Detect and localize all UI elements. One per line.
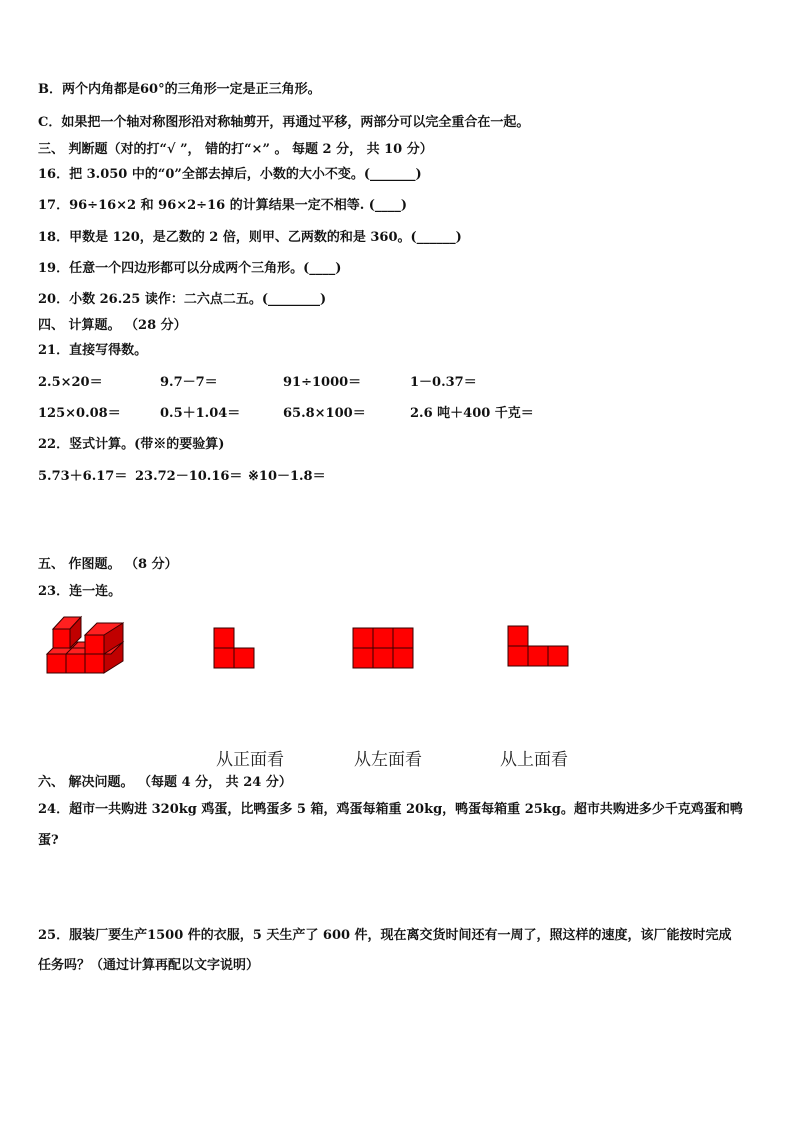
calc-21-r1c3: 91÷1000＝ bbox=[283, 375, 362, 390]
question-25-line1: 25．服装厂要生产1500 件的衣服，5 天生产了 600 件，现在离交货时间还有一周了，照这样的速度，该厂能按时完成 bbox=[38, 928, 732, 943]
view-label-top: 从上面看 bbox=[500, 750, 568, 770]
question-16: 16．把 3.050 中的“0”全部去掉后，小数的大小不变。(_______) bbox=[38, 167, 422, 182]
question-21: 21．直接写得数。 bbox=[38, 343, 148, 358]
calc-21-r2c1: 125×0.08＝ bbox=[38, 406, 121, 421]
question-23: 23．连一连。 bbox=[38, 584, 122, 599]
calc-21-r1c2: 9.7－7＝ bbox=[160, 375, 218, 390]
question-22: 22．竖式计算。(带※的要验算) bbox=[38, 437, 225, 452]
option-b: B．两个内角都是60°的三角形一定是正三角形。 bbox=[38, 82, 321, 97]
question-18: 18．甲数是 120，是乙数的 2 倍，则甲、乙两数的和是 360。(______) bbox=[38, 230, 462, 245]
calc-21-r2c2: 0.5＋1.04＝ bbox=[160, 406, 241, 421]
question-24-line2: 蛋? bbox=[38, 833, 59, 848]
cube-stack-figure bbox=[45, 615, 125, 675]
calc-22-a: 5.73＋6.17＝ bbox=[38, 469, 128, 484]
option-c: C．如果把一个轴对称图形沿对称轴剪开，再通过平移，两部分可以完全重合在一起。 bbox=[38, 115, 530, 130]
section-4-heading: 四、 计算题。 （28 分） bbox=[38, 318, 187, 333]
grid-3x2-figure bbox=[352, 627, 414, 669]
l-shape-figure bbox=[213, 627, 255, 669]
view-label-left: 从左面看 bbox=[354, 750, 422, 770]
question-17: 17．96÷16×2 和 96×2÷16 的计算结果一定不相等. (____) bbox=[38, 198, 408, 213]
section-5-heading: 五、 作图题。 （8 分） bbox=[38, 557, 178, 572]
question-19: 19．任意一个四边形都可以分成两个三角形。(____) bbox=[38, 261, 342, 276]
calc-22-c: ※10－1.8＝ bbox=[248, 469, 326, 484]
section-3-heading: 三、 判断题（对的打“√ ”， 错的打“×” 。 每题 2 分， 共 10 分） bbox=[38, 142, 433, 157]
question-25-line2: 任务吗？（通过计算再配以文字说明） bbox=[38, 958, 260, 973]
wide-l-shape-figure bbox=[507, 625, 569, 667]
question-20: 20．小数 26.25 读作：二六点二五。(________) bbox=[38, 292, 327, 307]
calc-21-r2c4: 2.6 吨＋400 千克＝ bbox=[410, 406, 534, 421]
calc-21-r2c3: 65.8×100＝ bbox=[283, 406, 366, 421]
question-24-line1: 24．超市一共购进 320kg 鸡蛋，比鸭蛋多 5 箱，鸡蛋每箱重 20kg，鸭蛋每箱重 25kg。超市共购进多少千克鸡蛋和鸭 bbox=[38, 802, 743, 817]
calc-21-r1c4: 1－0.37＝ bbox=[410, 375, 477, 390]
calc-21-r1c1: 2.5×20＝ bbox=[38, 375, 103, 390]
view-label-front: 从正面看 bbox=[216, 750, 284, 770]
section-6-heading: 六、 解决问题。 （每题 4 分， 共 24 分） bbox=[38, 775, 292, 790]
calc-22-b: 23.72－10.16＝ bbox=[135, 469, 243, 484]
